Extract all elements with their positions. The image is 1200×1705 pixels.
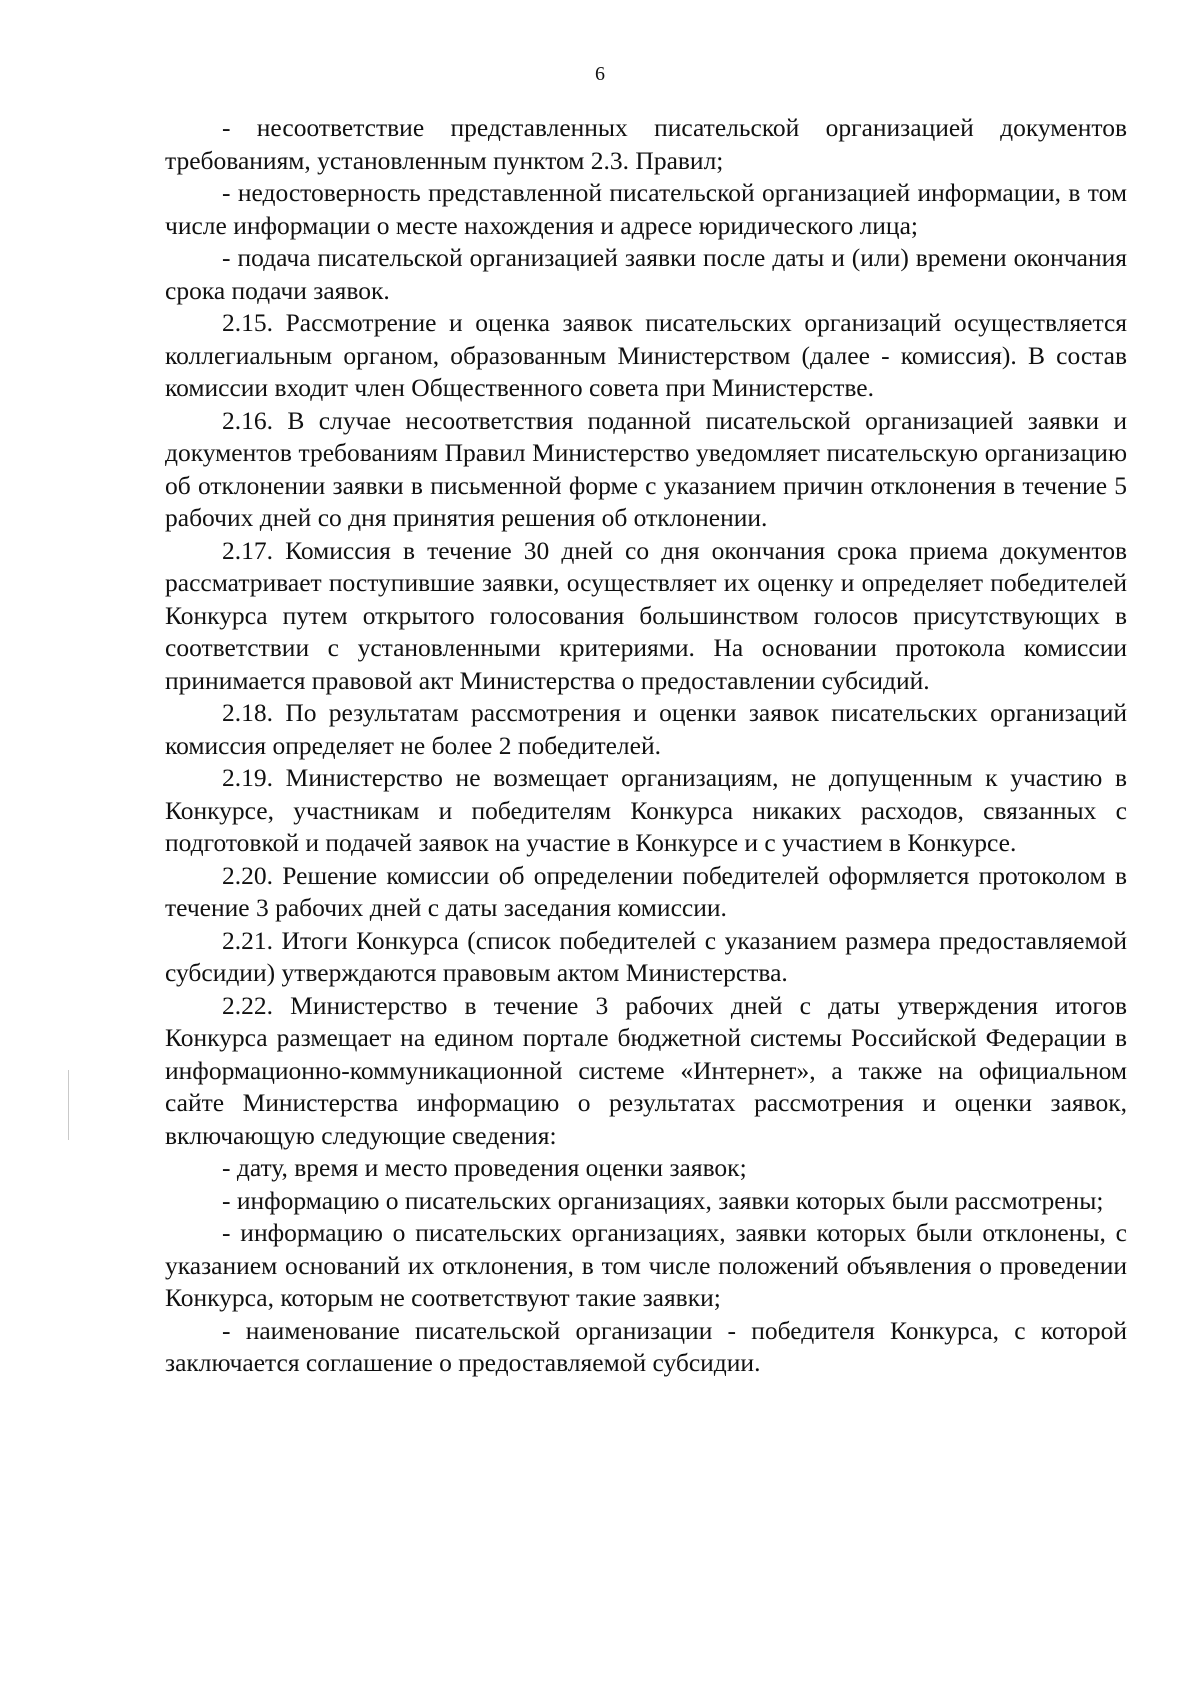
paragraph: - информацию о писательских организациях, заявки которых были рассмотрены; [222, 1185, 1104, 1215]
paragraph: - наименование писательской организации - победителя Конкурса, с которой заключается соглашение о предоставляемой субсидии. [165, 1315, 1127, 1377]
paragraph: - подача писательской организацией заявки после даты и (или) времени окончания срока подачи заявок. [165, 243, 1127, 305]
paragraph: 2.17. Комиссия в течение 30 дней со дня окончания срока приема документов рассматривает поступившие заявки, осуществляет их оценку и определяет победителей Конкурса путем открытого голосования большинством голосов присутствующих в соответствии с установленными критериями. На основании протокола комиссии принимается правовой акт Министерства о предоставлении субсидий. [165, 535, 1127, 695]
paragraph: - информацию о писательских организациях, заявки которых были отклонены, с указанием оснований их отклонения, в том числе положений объявления о проведении Конкурса, которым не соответствуют такие заявки; [165, 1218, 1127, 1312]
paragraph: 2.18. По результатам рассмотрения и оценки заявок писательских организаций комиссия определяет не более 2 победителей. [165, 698, 1127, 760]
paragraph: 2.22. Министерство в течение 3 рабочих дней с даты утверждения итогов Конкурса размещает на едином портале бюджетной системы Российской Федерации в информационно-коммуникационной системе «Интернет», а также на официальном сайте Министерства информацию о результатах рассмотрения и оценки заявок, включающую следующие сведения: [165, 990, 1127, 1150]
paragraph: 2.19. Министерство не возмещает организациям, не допущенным к участию в Конкурсе, участникам и победителям Конкурса никаких расходов, связанных с подготовкой и подачей заявок на участие в Конкурсе и с участием в Конкурсе. [165, 763, 1127, 857]
paragraph: 2.21. Итоги Конкурса (список победителей с указанием размера предоставляемой субсидии) утверждаются правовым актом Министерства. [165, 925, 1127, 987]
paragraph: 2.15. Рассмотрение и оценка заявок писательских организаций осуществляется коллегиальным органом, образованным Министерством (далее - комиссия). В состав комиссии входит член Общественного совета при Министерстве. [165, 308, 1127, 402]
paragraph: - несоответствие представленных писательской организацией документов требованиям, установленным пунктом 2.3. Правил; [165, 113, 1127, 175]
paragraph: 2.16. В случае несоответствия поданной писательской организацией заявки и документов требованиям Правил Министерство уведомляет писательскую организацию об отклонении заявки в письменной форме с указанием причин отклонения в течение 5 рабочих дней со дня принятия решения об отклонении. [165, 405, 1127, 532]
paragraph: - недостоверность представленной писательской организацией информации, в том числе информации о месте нахождения и адресе юридического лица; [165, 178, 1127, 240]
paragraph: - дату, время и место проведения оценки заявок; [222, 1153, 747, 1182]
paragraph: 2.20. Решение комиссии об определении победителей оформляется протоколом в течение 3 рабочих дней с даты заседания комиссии. [165, 860, 1127, 922]
scan-margin-mark [68, 1070, 69, 1140]
page-number: 6 [595, 63, 605, 85]
document-body [165, 112, 1127, 1380]
